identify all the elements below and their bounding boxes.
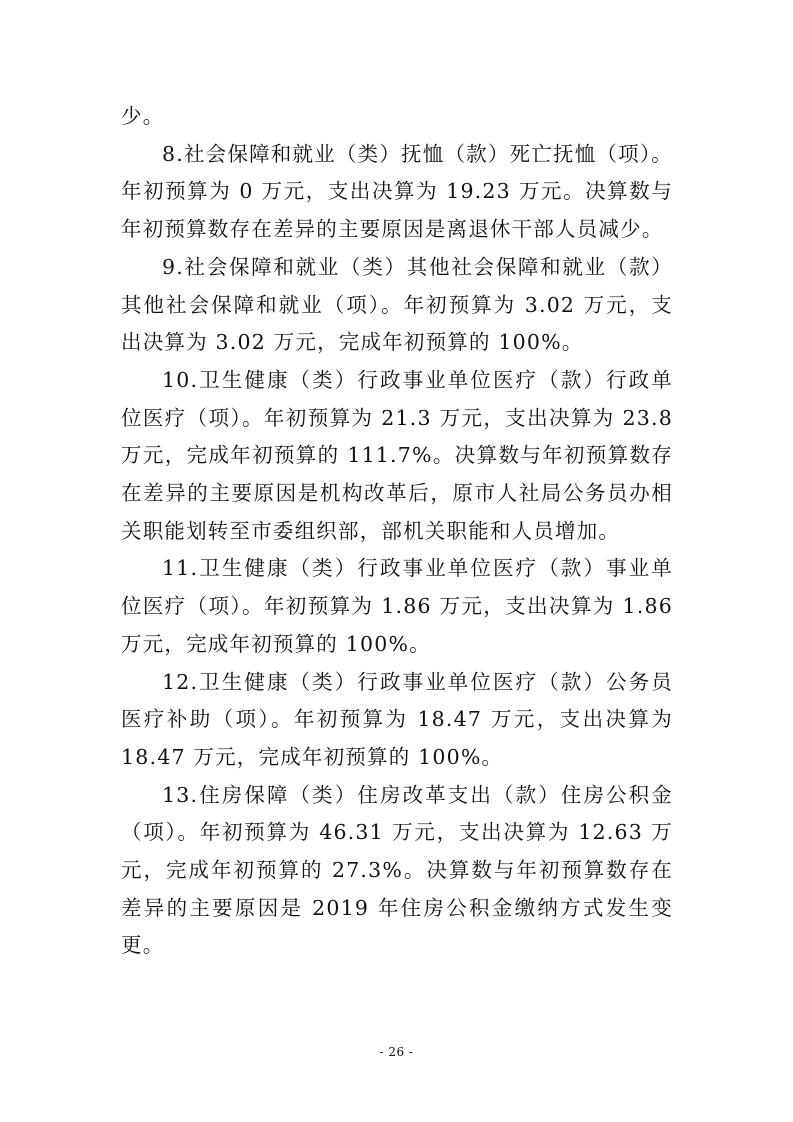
paragraph-continuation: 少。 bbox=[121, 104, 165, 128]
paragraph-item-8: 8.社会保障和就业（类）抚恤（款）死亡抚恤（项）。年初预算为 0 万元，支出决算为 19.23 万元。决算数与年初预算数存在差异的主要原因是离退休干部人员减少。 bbox=[121, 141, 673, 242]
page-number: - 26 - bbox=[379, 1045, 414, 1059]
paragraph-item-9: 9.社会保障和就业（类）其他社会保障和就业（款）其他社会保障和就业（项）。年初预算为 3.02 万元，支出决算为 3.02 万元，完成年初预算的 100%。 bbox=[121, 254, 673, 355]
body-text bbox=[121, 98, 673, 965]
paragraph-item-10: 10.卫生健康（类）行政事业单位医疗（款）行政单位医疗（项）。年初预算为 21.3 万元，支出决算为 23.8 万元，完成年初预算的 111.7%。决算数与年初预算数存在差异的主要原因是机构改革后，原市人社局公务员办相关职能划转至市委组织部，部机关职能和人员增加。 bbox=[121, 367, 673, 543]
paragraph-item-11: 11.卫生健康（类）行政事业单位医疗（款）事业单位医疗（项）。年初预算为 1.86 万元，支出决算为 1.86 万元，完成年初预算的 100%。 bbox=[121, 556, 673, 656]
paragraph-item-12: 12.卫生健康（类）行政事业单位医疗（款）公务员医疗补助（项）。年初预算为 18.47 万元，支出决算为 18.47 万元，完成年初预算的 100%。 bbox=[121, 669, 673, 769]
paragraph-item-13: 13.住房保障（类）住房改革支出（款）住房公积金（项）。年初预算为 46.31 万元，支出决算为 12.63 万元，完成年初预算的 27.3%。决算数与年初预算数存在差异的主要原因是 2019 年住房公积金缴纳方式发生变更。 bbox=[121, 782, 673, 958]
